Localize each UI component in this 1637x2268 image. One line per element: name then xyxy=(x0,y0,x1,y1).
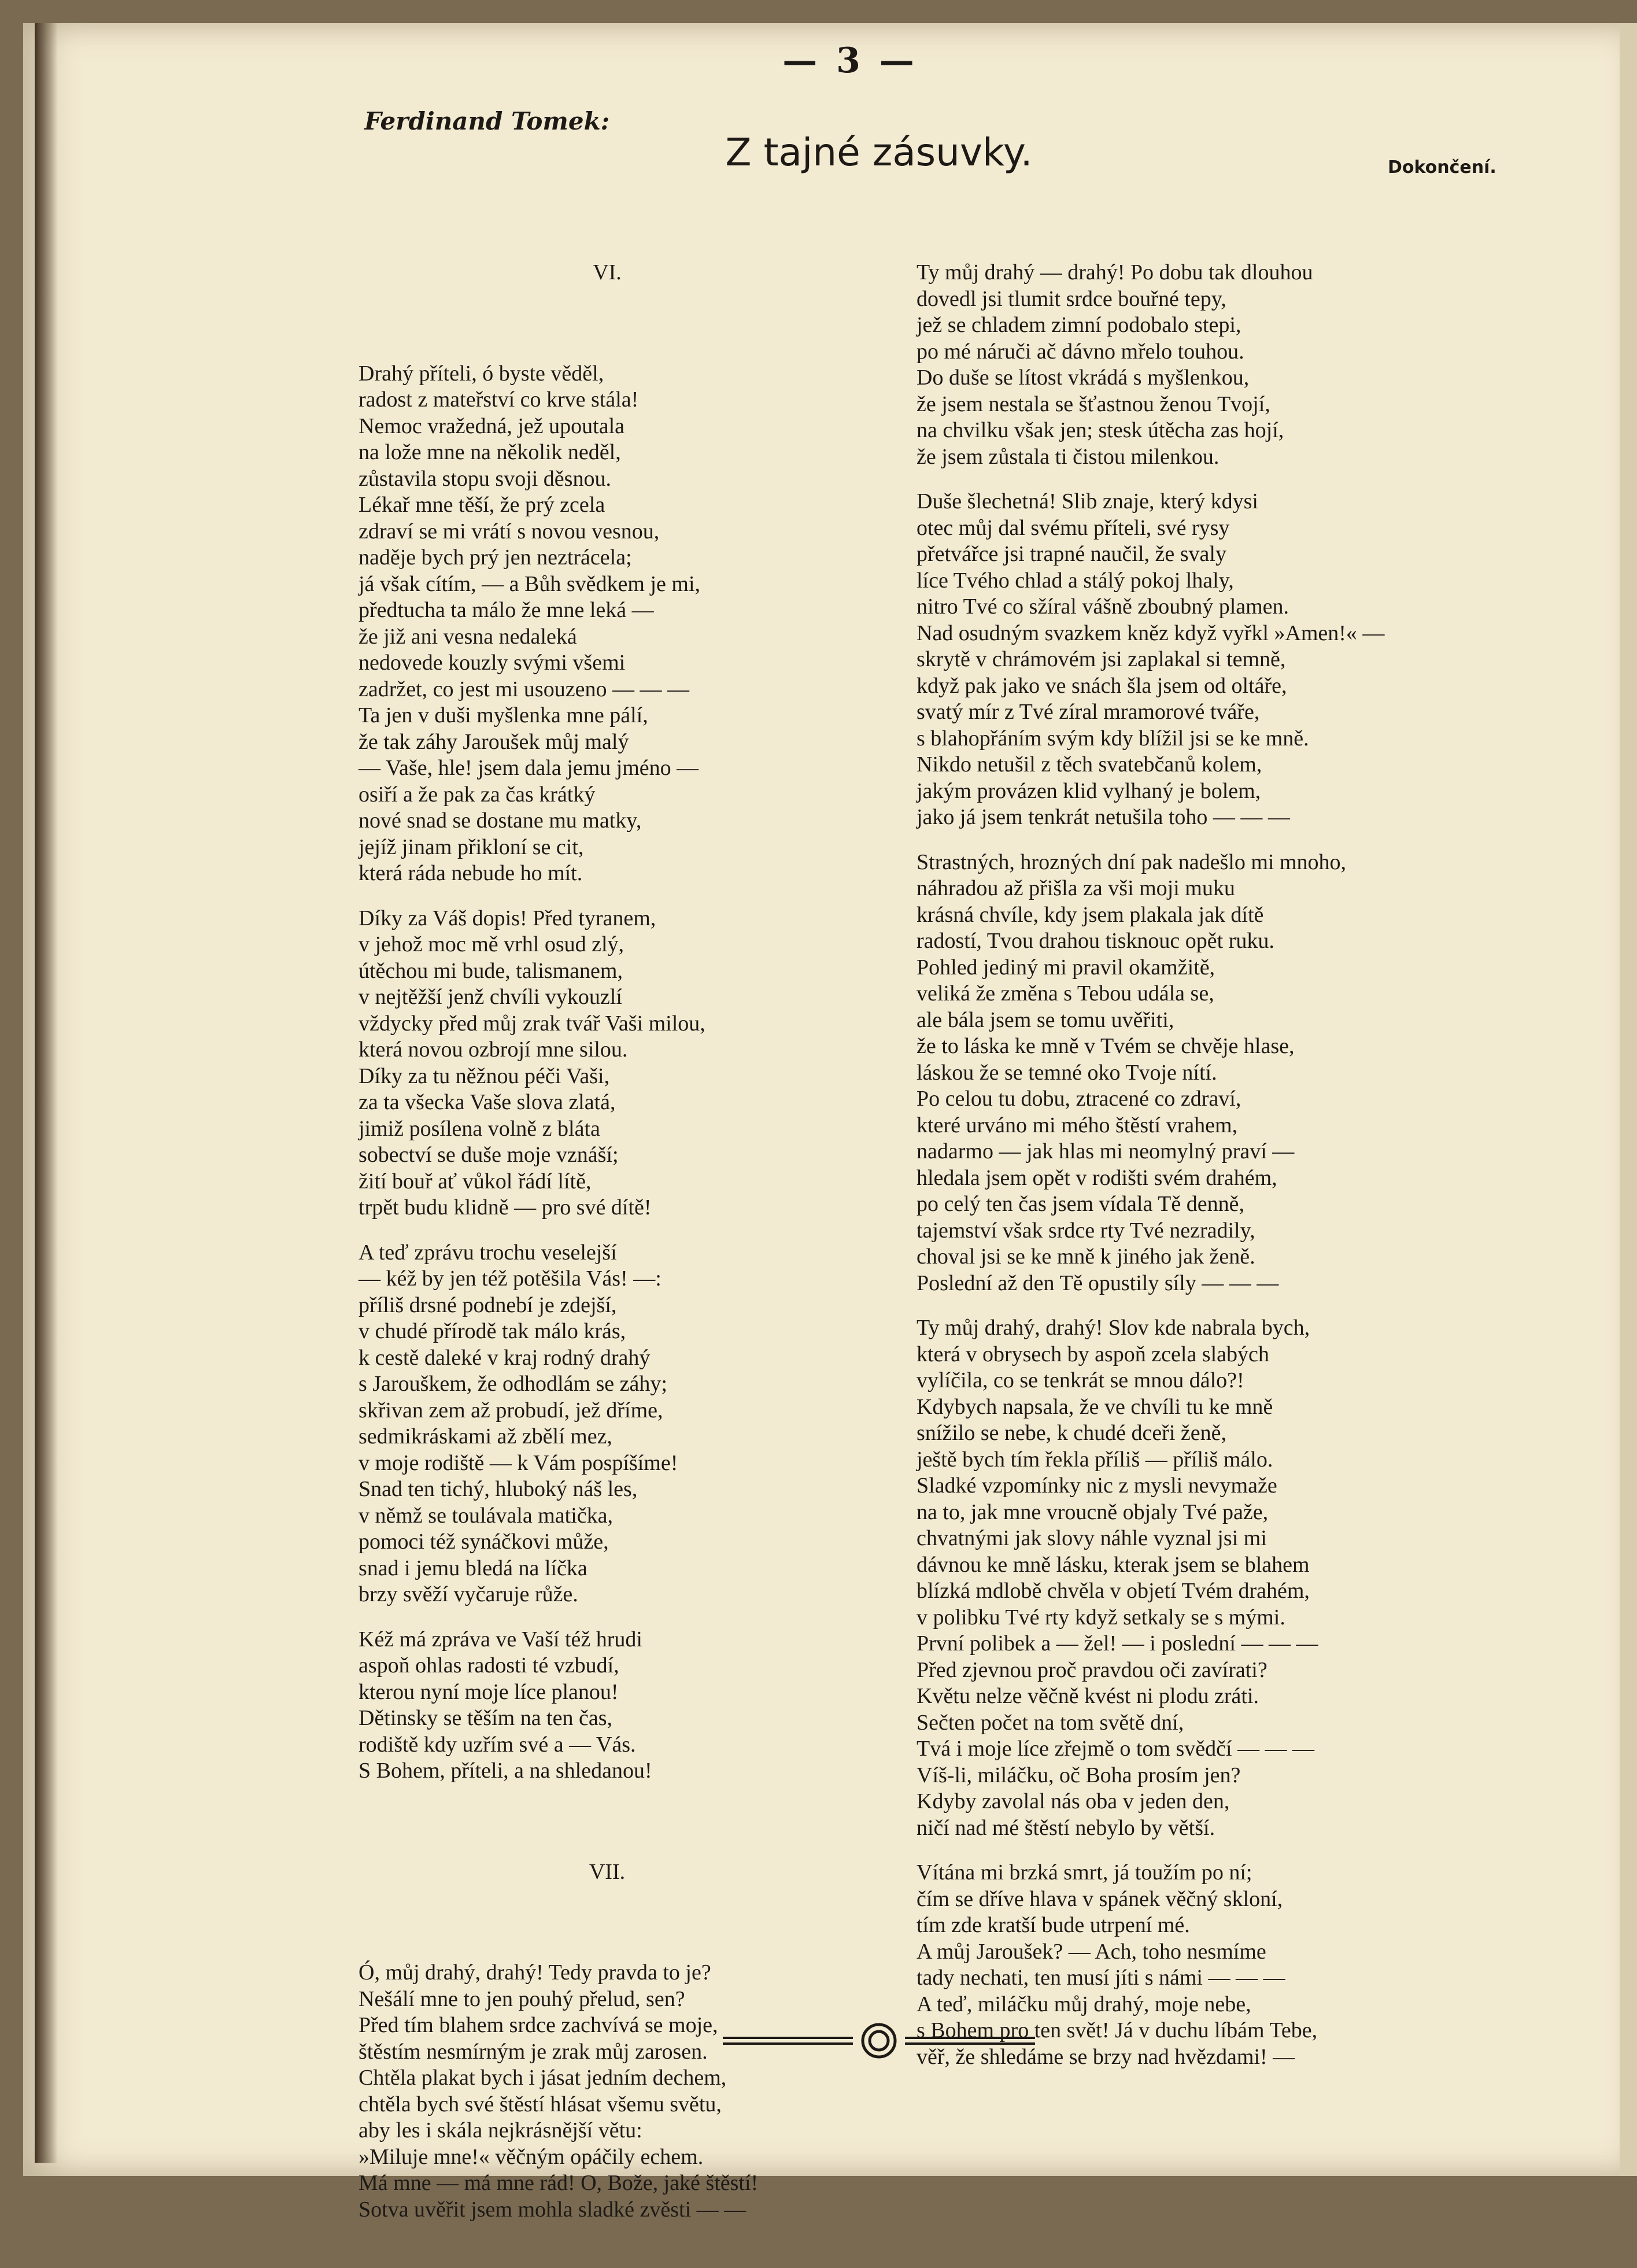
verse-line: Dětinsky se těším na ten čas, xyxy=(359,1706,613,1730)
right-stanzas xyxy=(917,260,1425,2070)
verse-line: chvatnými jak slovy náhle vyznal jsi mi xyxy=(917,1526,1267,1550)
verse-line: Květu nelze věčně kvést ni plodu zráti. xyxy=(917,1684,1259,1708)
verse-line: Vítána mi brzká smrt, já toužím po ní; xyxy=(917,1860,1252,1885)
verse-line: — kéž by jen též potěšila Vás! —: xyxy=(359,1266,662,1291)
verse-line: Pohled jediný mi pravil okamžitě, xyxy=(917,955,1215,980)
verse-line: Nad osudným svazkem kněz když vyřkl »Amen!« — xyxy=(917,620,1385,645)
verse-line: A teď, miláčku můj drahý, moje nebe, xyxy=(917,1992,1251,2016)
verse-line: Ty můj drahý — drahý! Po dobu tak dlouhou xyxy=(917,260,1313,285)
verse-line: líce Tvého chlad a stálý pokoj lhaly, xyxy=(917,568,1234,593)
verse-line: S Bohem, příteli, a na shledanou! xyxy=(359,1759,652,1783)
verse-line: nadarmo — jak hlas mi neomylný praví — xyxy=(917,1139,1295,1163)
verse-line: hledala jsem opět v rodišti svém drahém, xyxy=(917,1165,1277,1190)
left-column xyxy=(359,207,879,2268)
verse-line: Ó, můj drahý, drahý! Tedy pravda to je? xyxy=(359,1960,711,1985)
verse-line: choval jsi se ke mně k jiného jak ženě. xyxy=(917,1244,1255,1269)
verse-line: Poslední až den Tě opustily síly — — — xyxy=(917,1270,1279,1295)
verse-line: dávnou ke mně lásku, kterak jsem se blahem xyxy=(917,1552,1310,1577)
verse-line: Má mne — má mne rád! O, Bože, jaké štěstí! xyxy=(359,2171,759,2195)
verse-line: na lože mne na několik neděl, xyxy=(359,440,621,464)
verse-line: ničí nad mé štěstí nebylo by větší. xyxy=(917,1815,1215,1840)
verse-line: po mé náruči ač dávno mřelo touhou. xyxy=(917,339,1244,364)
verse-line: Do duše se lítost vkrádá s myšlenkou, xyxy=(917,365,1250,390)
verse-line: jejíž jinam přikloní se cit, xyxy=(359,834,584,859)
verse-line: na to, jak mne vroucně objaly Tvé paže, xyxy=(917,1499,1269,1524)
stanza xyxy=(359,1627,879,1785)
verse-line: v moje rodiště — k Vám pospíšíme! xyxy=(359,1450,678,1475)
verse-line: ale bála jsem se tomu uvěřiti, xyxy=(917,1007,1174,1032)
verse-line: skrytě v chrámovém jsi zaplakal si temně, xyxy=(917,647,1286,671)
verse-line: v nejtěžší jenž chvíli vykouzlí xyxy=(359,985,622,1009)
verse-line: čím se dříve hlava v spánek věčný skloní, xyxy=(917,1886,1283,1911)
verse-line: A teď zprávu trochu veselejší xyxy=(359,1240,617,1265)
verse-line: jako já jsem tenkrát netušila toho — — — xyxy=(917,805,1290,829)
verse-line: v polibku Tvé rty když setkaly se s mými. xyxy=(917,1605,1285,1630)
page-number: — 3 — xyxy=(782,40,918,81)
verse-line: svatý mír z Tvé zíral mramorové tváře, xyxy=(917,700,1260,724)
page-edge xyxy=(1620,23,1637,2176)
verse-line: Tvá i moje líce zřejmě o tom svědčí — — — xyxy=(917,1737,1315,1761)
verse-line: skřivan zem až probudí, jež dříme, xyxy=(359,1398,663,1423)
verse-line: Před zjevnou proč pravdou oči zavírati? xyxy=(917,1657,1268,1682)
verse-line: žití bouř ať vůkol řádí lítě, xyxy=(359,1169,592,1194)
verse-line: jimiž posílena volně z bláta xyxy=(359,1116,600,1141)
verse-line: otec můj dal svému příteli, své rysy xyxy=(917,515,1230,540)
stanza xyxy=(359,1960,879,2223)
verse-line: Ta jen v duši myšlenka mne pálí, xyxy=(359,703,648,727)
stanza xyxy=(917,489,1425,831)
stanza xyxy=(359,906,879,1221)
verse-line: když pak jako ve snách šla jsem od oltáře, xyxy=(917,673,1287,698)
verse-line: aspoň ohlas radosti té vzbudí, xyxy=(359,1653,619,1678)
verse-line: sedmikráskami až zbělí mez, xyxy=(359,1424,612,1449)
verse-line: že jsem zůstala ti čistou milenkou. xyxy=(917,444,1220,469)
verse-line: Kdybych napsala, že ve chvíli tu ke mně xyxy=(917,1394,1273,1419)
verse-line: po celý ten čas jsem vídala Tě denně, xyxy=(917,1192,1244,1216)
verse-line: že jsem nestala se šťastnou ženou Tvojí, xyxy=(917,391,1270,416)
verse-line: A můj Jaroušek? — Ach, toho nesmíme xyxy=(917,1939,1266,1964)
verse-line: věř, že shledáme se brzy nad hvězdami! — xyxy=(917,2044,1295,2069)
verse-line: předtucha ta málo že mne leká — xyxy=(359,598,654,622)
verse-line: osiří a že pak za čas krátký xyxy=(359,782,596,807)
verse-line: Chtěla plakat bych i jásat jedním dechem, xyxy=(359,2066,727,2090)
verse-line: radostí, Tvou drahou tisknouc opět ruku. xyxy=(917,929,1274,953)
verse-line: naděje bych prý jen neztrácela; xyxy=(359,545,632,570)
poem-title: Z tajné zásuvky. xyxy=(725,130,1033,175)
verse-line: útěchou mi bude, talismanem, xyxy=(359,958,623,983)
verse-line: Po celou tu dobu, ztracené co zdraví, xyxy=(917,1087,1241,1111)
verse-line: za ta všecka Vaše slova zlatá, xyxy=(359,1090,616,1114)
verse-line: Duše šlechetná! Slib znaje, který kdysi xyxy=(917,489,1258,514)
verse-line: blízká mdlobě chvěla v objetí Tvém drahém, xyxy=(917,1579,1310,1603)
continued-label: Dokončení. xyxy=(1388,157,1496,178)
verse-line: chtěla bych své štěstí hlásat všemu světu, xyxy=(359,2092,722,2116)
right-column xyxy=(917,207,1425,2115)
verse-line: Díky za Váš dopis! Před tyranem, xyxy=(359,906,656,930)
verse-line: láskou že se temné oko Tvoje nítí. xyxy=(917,1060,1217,1085)
verse-line: krásná chvíle, kdy jsem plakala jak dítě xyxy=(917,902,1264,927)
verse-line: že tak záhy Jaroušek můj malý xyxy=(359,729,629,754)
verse-line: zůstavila stopu svoji děsnou. xyxy=(359,466,611,491)
verse-line: vylíčila, co se tenkrát se mnou dálo?! xyxy=(917,1368,1244,1392)
author-name: Ferdinand Tomek: xyxy=(364,107,610,135)
verse-line: nové snad se dostane mu matky, xyxy=(359,808,642,833)
verse-line: která v obrysech by aspoň zcela slabých xyxy=(917,1342,1269,1366)
verse-line: brzy svěží vyčaruje růže. xyxy=(359,1582,578,1606)
verse-line: dovedl jsi tlumit srdce bouřné tepy, xyxy=(917,286,1226,311)
verse-line: První polibek a — žel! — i poslední — — — xyxy=(917,1631,1318,1656)
verse-line: »Miluje mne!« věčným opáčily echem. xyxy=(359,2144,704,2169)
verse-line: nitro Tvé co sžíral vášně zboubný plamen. xyxy=(917,594,1289,619)
verse-line: vždycky před můj zrak tvář Vaši milou, xyxy=(359,1011,705,1036)
stanza xyxy=(359,1240,879,1608)
verse-line: že již ani vesna nedaleká xyxy=(359,624,577,649)
verse-line: radost z mateřství co krve stála! xyxy=(359,387,639,412)
verse-line: Před tím blahem srdce zachvívá se moje, xyxy=(359,2013,718,2037)
verse-line: na chvilku však jen; stesk útěcha zas hojí, xyxy=(917,418,1284,442)
verse-line: aby les i skála nejkrásnější větu: xyxy=(359,2118,642,2143)
left-stanzas-vii xyxy=(359,1960,879,2223)
verse-line: s Jarouškem, že odhodlám se záhy; xyxy=(359,1372,667,1396)
verse-line: ještě bych tím řekla příliš — příliš málo. xyxy=(917,1447,1273,1472)
stanza xyxy=(359,361,879,887)
verse-line: jakým provázen klid vylhaný je bolem, xyxy=(917,778,1261,803)
verse-line: Sečten počet na tom světě dní, xyxy=(917,1710,1184,1735)
verse-line: s blahopřáním svým kdy blížil jsi se ke mně. xyxy=(917,726,1309,751)
stanza xyxy=(917,849,1425,1297)
verse-line: přetvářce jsi trapné naučil, že svaly xyxy=(917,542,1226,566)
left-stanzas xyxy=(359,361,879,1785)
verse-line: — Vaše, hle! jsem dala jemu jméno — xyxy=(359,756,699,780)
verse-line: Víš-li, miláčku, oč Boha prosím jen? xyxy=(917,1763,1241,1787)
verse-line: v němž se toulávala matička, xyxy=(359,1503,613,1528)
verse-line: štěstím nesmírným je zrak můj zarosen. xyxy=(359,2039,708,2064)
verse-line: Drahý příteli, ó byste věděl, xyxy=(359,361,604,386)
verse-line: že to láska ke mně v Tvém se chvěje hlase, xyxy=(917,1034,1295,1058)
stanza xyxy=(917,260,1425,470)
verse-line: sobectví se duše moje vznáší; xyxy=(359,1143,619,1167)
verse-line: tajemství však srdce rty Tvé nezradily, xyxy=(917,1218,1255,1243)
verse-line: Strastných, hrozných dní pak nadešlo mi mnoho, xyxy=(917,849,1346,874)
verse-line: Kdyby zavolal nás oba v jeden den, xyxy=(917,1789,1230,1813)
verse-line: která novou ozbrojí mne silou. xyxy=(359,1037,628,1062)
verse-line: snížilo se nebe, k chudé dceři ženě, xyxy=(917,1421,1226,1445)
verse-line: já však cítím, — a Bůh svědkem je mi, xyxy=(359,571,701,596)
verse-line: snad i jemu bledá na líčka xyxy=(359,1556,587,1580)
verse-line: Nemoc vražedná, jež upoutala xyxy=(359,413,625,438)
verse-line: v chudé přírodě tak málo krás, xyxy=(359,1319,626,1343)
verse-line: Nešálí mne to jen pouhý přelud, sen? xyxy=(359,1986,685,2011)
verse-line: která ráda nebude ho mít. xyxy=(359,861,583,885)
verse-line: nedovede kouzly svými všemi xyxy=(359,651,626,675)
verse-line: rodiště kdy uzřím své a — Vás. xyxy=(359,1732,636,1757)
section-heading-vi: VI. xyxy=(593,260,622,285)
verse-line: které urváno mi mého štěstí vrahem, xyxy=(917,1113,1238,1137)
verse-line: Lékař mne těší, že prý zcela xyxy=(359,493,605,517)
verse-line: k cestě daleké v kraj rodný drahý xyxy=(359,1345,651,1370)
verse-line: tady nechati, ten musí jíti s námi — — — xyxy=(917,1966,1285,1990)
end-ornament-icon xyxy=(717,2018,1041,2064)
verse-line: náhradou až přišla za vši moji muku xyxy=(917,876,1235,900)
verse-line: Snad ten tichý, hluboký náš les, xyxy=(359,1477,638,1501)
verse-line: pomoci též synáčkovi může, xyxy=(359,1530,609,1554)
verse-line: s Bohem pro ten svět! Já v duchu líbám Tebe, xyxy=(917,2018,1318,2042)
verse-line: zadržet, co jest mi usouzeno — — — xyxy=(359,677,689,701)
verse-line: zdraví se mi vrátí s novou vesnou, xyxy=(359,519,660,544)
verse-line: příliš drsné podnebí je zdejší, xyxy=(359,1292,617,1317)
verse-line: Sladké vzpomínky nic z mysli nevymaže xyxy=(917,1473,1277,1498)
verse-line: Sotva uvěřit jsem mohla sladké zvěsti — — xyxy=(359,2197,747,2222)
stanza xyxy=(917,1315,1425,1841)
verse-line: veliká že změna s Tebou udála se, xyxy=(917,981,1214,1006)
verse-line: Díky za tu něžnou péči Vaši, xyxy=(359,1063,610,1088)
verse-line: Nikdo netušil z těch svatebčanů kolem, xyxy=(917,752,1262,777)
verse-line: v jehož moc mě vrhl osud zlý, xyxy=(359,932,625,956)
verse-line: jež se chladem zimní podobalo stepi, xyxy=(917,313,1241,337)
verse-line: kterou nyní moje líce planou! xyxy=(359,1679,619,1704)
verse-line: trpět budu klidně — pro své dítě! xyxy=(359,1195,652,1220)
verse-line: tím zde kratší bude utrpení mé. xyxy=(917,1913,1190,1937)
book-gutter xyxy=(35,23,58,2163)
verse-line: Kéž má zpráva ve Vaší též hrudi xyxy=(359,1627,642,1652)
section-heading-vii: VII. xyxy=(589,1859,626,1884)
verse-line: Ty můj drahý, drahý! Slov kde nabrala bych, xyxy=(917,1316,1310,1340)
